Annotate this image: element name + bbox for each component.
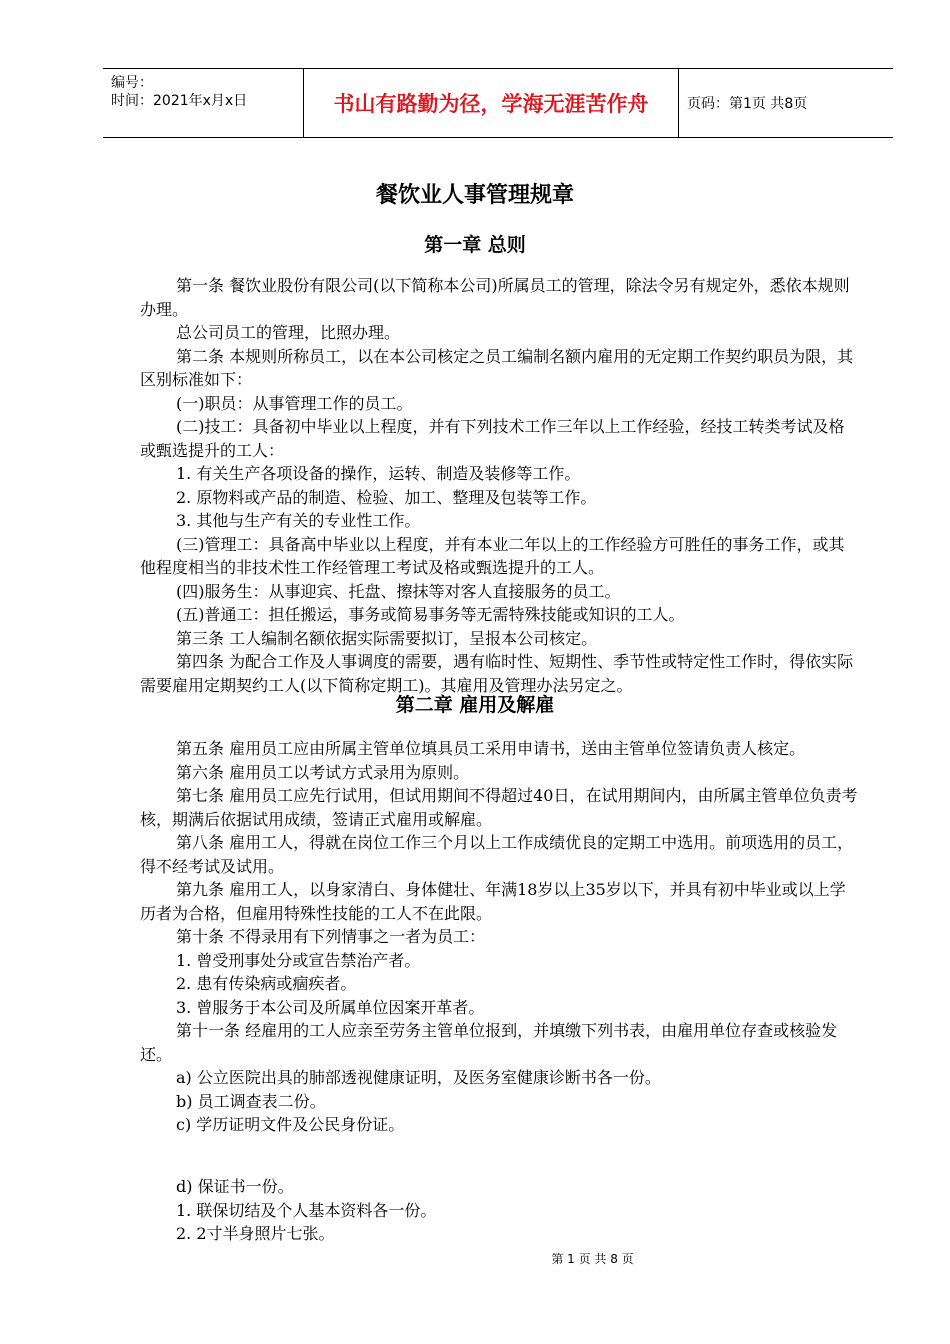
chapter-2-body	[140, 737, 860, 1137]
chapter-1-heading: 第一章 总则	[424, 234, 526, 256]
list-item: a) 公立医院出具的肺部透视健康证明，及医务室健康诊断书各一份。	[176, 1068, 661, 1087]
paragraph: 第三条 工人编制名额依据实际需要拟订，呈报本公司核定。	[176, 628, 598, 648]
paragraph: 第八条 雇用工人，得就在岗位工作三个月以上工作成绩优良的定期工中选用。前项选用的员工，得不经考试及试用。	[140, 833, 854, 876]
list-item: c) 学历证明文件及公民身份证。	[176, 1115, 405, 1134]
header-meta	[103, 69, 303, 137]
list-item: 2. 原物料或产品的制造、检验、加工、整理及包装等工作。	[176, 487, 597, 507]
paragraph: 第一条 餐饮业股份有限公司(以下简称本公司)所属员工的管理，除法令另有规定外，悉依本规则办理。	[140, 276, 850, 319]
list-item: d) 保证书一份。	[176, 1177, 294, 1196]
date-label: 时间：2021年x月x日	[111, 93, 248, 109]
paragraph: 第五条 雇用员工应由所属主管单位填具员工采用申请书，送由主管单位签请负责人核定。	[176, 739, 806, 758]
list-item: 1. 有关生产各项设备的操作，运转、制造及装修等工作。	[176, 464, 581, 483]
page-footer	[0, 1250, 950, 1267]
list-item: 2. 2寸半身照片七张。	[176, 1224, 335, 1243]
number-label: 编号：	[111, 75, 153, 91]
list-item: 1. 联保切结及个人基本资料各一份。	[176, 1200, 437, 1220]
paragraph: 第七条 雇用员工应先行试用，但试用期间不得超过40日，在试用期间内，由所属主管单位负责考核，期满后依据试用成绩，签请正式雇用或解雇。	[140, 786, 858, 829]
list-item: 3. 曾服务于本公司及所属单位因案开革者。	[176, 997, 485, 1017]
header-motto: 书山有路勤为径，学海无涯苦作舟	[303, 69, 679, 137]
paragraph: (二)技工：具备初中毕业以上程度，并有下列技术工作三年以上工作经验，经技工转类考试及格或甄选提升的工人：	[140, 417, 845, 460]
list-item: b) 员工调查表二份。	[176, 1091, 326, 1111]
list-item: 1. 曾受刑事处分或宣告禁治产者。	[176, 950, 421, 970]
paragraph: 总公司员工的管理，比照办理。	[176, 323, 401, 342]
paragraph: 第二条 本规则所称员工，以在本公司核定之员工编制名额内雇用的无定期工作契约职员为限，其区别标准如下：	[140, 346, 854, 389]
paragraph: (四)服务生：从事迎宾、托盘、擦抹等对客人直接服务的员工。	[176, 581, 621, 601]
paragraph: 第十一条 经雇用的工人应亲至劳务主管单位报到，并填缴下列书表，由雇用单位存查或核验发还。	[140, 1021, 838, 1064]
paragraph: 第六条 雇用员工以考试方式录用为原则。	[176, 762, 470, 782]
paragraph: (五)普通工：担任搬运，事务或简易事务等无需特殊技能或知识的工人。	[176, 605, 685, 624]
paragraph: 第四条 为配合工作及人事调度的需要，遇有临时性、短期性、季节性或特定性工作时，得依实际需要雇用定期契约工人(以下简称定期工)。其雇用及管理办法另定之。	[140, 652, 854, 695]
chapter-2-heading: 第二章 雇用及解雇	[395, 694, 555, 716]
document-title: 餐饮业人事管理规章	[375, 183, 574, 208]
page-header	[103, 68, 893, 138]
chapter-1-body	[140, 274, 860, 697]
chapter-2-body-continued	[140, 1175, 860, 1246]
list-item: 3. 其他与生产有关的专业性工作。	[176, 511, 421, 530]
paragraph: (三)管理工：具备高中毕业以上程度，并有本业二年以上的工作经验方可胜任的事务工作，或其他程度相当的非技术性工作经管理工考试及格或甄选提升的工人。	[140, 534, 845, 577]
page-indicator: 页码：第1页 共8页	[687, 96, 808, 112]
paragraph: (一)职员：从事管理工作的员工。	[176, 393, 413, 413]
paragraph: 第十条 不得录用有下列情事之一者为员工：	[176, 927, 486, 946]
paragraph: 第九条 雇用工人，以身家清白、身体健壮、年满18岁以上35岁以下，并具有初中毕业或以上学历者为合格，但雇用特殊性技能的工人不在此限。	[140, 880, 846, 923]
footer-page-number: 第 1 页 共 8 页	[551, 1252, 634, 1266]
list-item: 2. 患有传染病或痼疾者。	[176, 974, 357, 993]
